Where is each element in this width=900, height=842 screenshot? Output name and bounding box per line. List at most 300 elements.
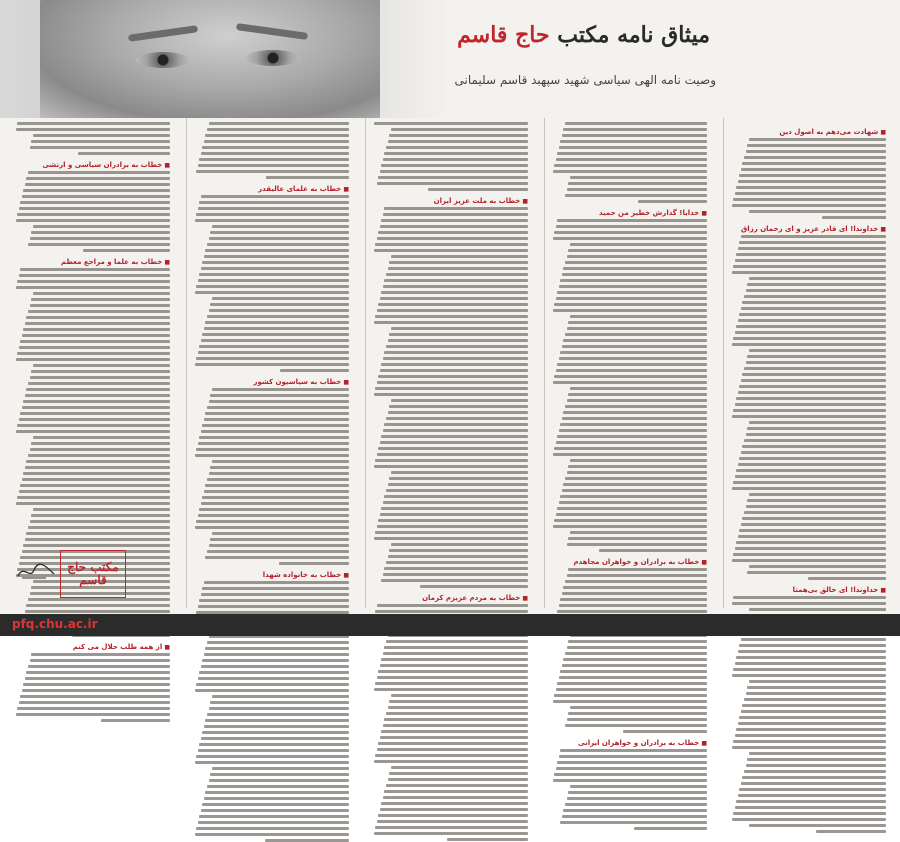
text-line bbox=[210, 466, 349, 469]
text-line bbox=[202, 659, 349, 662]
text-line bbox=[746, 764, 886, 767]
text-line bbox=[207, 315, 349, 318]
text-line bbox=[378, 670, 528, 673]
text-line bbox=[195, 291, 349, 294]
paragraph bbox=[551, 568, 707, 733]
text-line bbox=[736, 728, 886, 731]
text-line bbox=[204, 327, 349, 330]
website-url[interactable]: pfq.chu.ac.ir bbox=[12, 617, 98, 631]
text-line bbox=[599, 549, 707, 552]
text-line bbox=[557, 363, 707, 366]
paragraph bbox=[551, 219, 707, 552]
text-line bbox=[199, 436, 349, 439]
text-line bbox=[570, 387, 707, 390]
text-line bbox=[20, 412, 170, 415]
text-line bbox=[198, 514, 349, 517]
text-line bbox=[384, 351, 528, 354]
text-line bbox=[378, 447, 528, 450]
text-line bbox=[30, 659, 170, 662]
text-line bbox=[554, 231, 707, 234]
text-line bbox=[383, 285, 528, 288]
text-line bbox=[375, 826, 528, 829]
text-line bbox=[559, 604, 707, 607]
text-line bbox=[554, 164, 707, 167]
text-line bbox=[28, 382, 170, 385]
text-line bbox=[196, 520, 349, 523]
column-1 bbox=[723, 118, 892, 608]
text-line bbox=[25, 183, 170, 186]
text-line bbox=[30, 304, 170, 307]
text-line bbox=[16, 286, 170, 289]
section-heading: ■ خطاب به علما و مراجع معظم bbox=[14, 258, 170, 266]
eye-right bbox=[246, 50, 300, 66]
text-line bbox=[749, 680, 886, 683]
text-line bbox=[386, 489, 528, 492]
text-line bbox=[733, 596, 886, 599]
text-line bbox=[207, 713, 349, 716]
text-line bbox=[749, 349, 886, 352]
text-line bbox=[198, 749, 349, 752]
text-line bbox=[732, 674, 886, 677]
text-line bbox=[377, 237, 528, 240]
text-line bbox=[560, 670, 707, 673]
text-line bbox=[565, 803, 707, 806]
text-line bbox=[736, 469, 886, 472]
text-line bbox=[742, 776, 886, 779]
text-line bbox=[280, 369, 349, 372]
text-line bbox=[381, 658, 528, 661]
text-line bbox=[420, 585, 528, 588]
text-line bbox=[26, 177, 170, 180]
text-line bbox=[212, 767, 349, 770]
text-line bbox=[570, 785, 707, 788]
text-line bbox=[199, 671, 349, 674]
section-heading: ■ از همه طلب حلال می کنم bbox=[14, 643, 170, 651]
text-line bbox=[28, 454, 170, 457]
text-line bbox=[733, 812, 886, 815]
text-line bbox=[733, 740, 886, 743]
section-heading: ■ خطاب به ملت عزیز ایران bbox=[372, 197, 528, 205]
text-line bbox=[736, 541, 886, 544]
text-line bbox=[22, 195, 170, 198]
text-line bbox=[563, 411, 707, 414]
text-line bbox=[557, 219, 707, 222]
paragraph bbox=[372, 604, 528, 841]
text-line bbox=[199, 599, 349, 602]
text-line bbox=[381, 363, 528, 366]
section-heading: ■ خطاب به علمای عالیقدر bbox=[193, 185, 349, 193]
text-line bbox=[383, 724, 528, 727]
text-line bbox=[556, 225, 707, 228]
footer-bar bbox=[0, 614, 900, 636]
text-line bbox=[207, 406, 349, 409]
text-line bbox=[78, 152, 170, 155]
text-line bbox=[380, 441, 528, 444]
text-line bbox=[738, 180, 886, 183]
text-line bbox=[568, 182, 707, 185]
text-line bbox=[388, 778, 528, 781]
text-line bbox=[562, 417, 707, 420]
text-line bbox=[391, 471, 528, 474]
text-line bbox=[383, 796, 528, 799]
text-line bbox=[31, 140, 170, 143]
text-line bbox=[563, 586, 707, 589]
text-line bbox=[744, 439, 886, 442]
text-line bbox=[195, 761, 349, 764]
text-line bbox=[747, 499, 886, 502]
text-line bbox=[196, 448, 349, 451]
text-line bbox=[199, 508, 349, 511]
text-line bbox=[554, 694, 707, 697]
text-line bbox=[25, 394, 170, 397]
text-line bbox=[375, 315, 528, 318]
text-line bbox=[196, 755, 349, 758]
text-line bbox=[205, 134, 349, 137]
text-line bbox=[559, 357, 707, 360]
text-line bbox=[554, 519, 707, 522]
text-line bbox=[565, 194, 707, 197]
text-line bbox=[733, 409, 886, 412]
text-line bbox=[384, 567, 528, 570]
text-line bbox=[375, 754, 528, 757]
text-line bbox=[23, 472, 170, 475]
text-line bbox=[375, 459, 528, 462]
section-heading: ■ شهادت می‌دهم به اصول دین bbox=[730, 128, 886, 136]
text-line bbox=[738, 247, 886, 250]
paragraph bbox=[372, 122, 528, 191]
text-line bbox=[553, 170, 707, 173]
text-line bbox=[749, 210, 886, 213]
text-line bbox=[201, 267, 349, 270]
text-line bbox=[201, 430, 349, 433]
text-line bbox=[204, 797, 349, 800]
text-line bbox=[735, 403, 886, 406]
text-line bbox=[736, 325, 886, 328]
text-line bbox=[741, 782, 886, 785]
text-line bbox=[739, 241, 886, 244]
eyebrow-right bbox=[236, 23, 308, 40]
text-line bbox=[30, 520, 170, 523]
text-line bbox=[556, 297, 707, 300]
text-line bbox=[377, 676, 528, 679]
text-line bbox=[381, 802, 528, 805]
text-line bbox=[557, 682, 707, 685]
text-line bbox=[381, 435, 528, 438]
text-line bbox=[568, 712, 707, 715]
text-line bbox=[567, 327, 707, 330]
section-heading: ■ خداوندا! ای قادر عزیز و ای رحمان رزاق bbox=[730, 225, 886, 233]
text-line bbox=[741, 523, 886, 526]
text-line bbox=[568, 537, 707, 540]
text-line bbox=[199, 345, 349, 348]
text-line bbox=[391, 694, 528, 697]
paragraph bbox=[14, 171, 170, 252]
text-line bbox=[735, 192, 886, 195]
text-line bbox=[33, 364, 170, 367]
text-line bbox=[741, 168, 886, 171]
text-line bbox=[26, 532, 170, 535]
text-line bbox=[739, 385, 886, 388]
paragraph bbox=[14, 122, 170, 155]
text-line bbox=[733, 481, 886, 484]
text-line bbox=[198, 821, 349, 824]
text-line bbox=[565, 122, 707, 125]
text-line bbox=[195, 363, 349, 366]
text-line bbox=[378, 303, 528, 306]
text-line bbox=[388, 706, 528, 709]
text-line bbox=[559, 676, 707, 679]
text-line bbox=[202, 587, 349, 590]
text-line bbox=[739, 716, 886, 719]
text-line bbox=[207, 478, 349, 481]
text-line bbox=[742, 704, 886, 707]
text-line bbox=[553, 779, 707, 782]
text-line bbox=[28, 526, 170, 529]
text-line bbox=[204, 140, 349, 143]
text-line bbox=[389, 134, 528, 137]
text-line bbox=[201, 665, 349, 668]
text-line bbox=[553, 381, 707, 384]
text-line bbox=[732, 602, 886, 605]
text-line bbox=[733, 265, 886, 268]
text-line bbox=[25, 677, 170, 680]
text-line bbox=[736, 800, 886, 803]
text-line bbox=[210, 394, 349, 397]
text-line bbox=[19, 490, 170, 493]
section-heading: ■ خطاب به برادران و خواهران مجاهدم bbox=[551, 558, 707, 566]
text-line bbox=[556, 767, 707, 770]
text-line bbox=[554, 303, 707, 306]
portrait-image bbox=[40, 0, 380, 118]
text-line bbox=[553, 700, 707, 703]
text-line bbox=[735, 331, 886, 334]
section-heading: ■ خطاب به برادران سیاسی و ارتشی bbox=[14, 161, 170, 169]
text-line bbox=[386, 640, 528, 643]
text-line bbox=[377, 525, 528, 528]
text-line bbox=[732, 343, 886, 346]
text-line bbox=[553, 237, 707, 240]
text-line bbox=[377, 453, 528, 456]
text-line bbox=[279, 562, 349, 565]
text-line bbox=[735, 806, 886, 809]
section-heading: ■ خطاب به برادران و خواهران ایرانی bbox=[551, 739, 707, 747]
text-line bbox=[202, 261, 349, 264]
text-line bbox=[31, 442, 170, 445]
text-line bbox=[388, 267, 528, 270]
text-line bbox=[554, 773, 707, 776]
text-line bbox=[741, 379, 886, 382]
text-line bbox=[749, 608, 886, 611]
text-line bbox=[83, 249, 170, 252]
text-line bbox=[384, 207, 528, 210]
text-line bbox=[744, 367, 886, 370]
text-line bbox=[199, 158, 349, 161]
text-line bbox=[732, 487, 886, 490]
header-banner bbox=[0, 0, 900, 118]
text-line bbox=[205, 647, 349, 650]
text-line bbox=[377, 748, 528, 751]
text-line bbox=[28, 310, 170, 313]
text-line bbox=[567, 797, 707, 800]
text-line bbox=[195, 689, 349, 692]
text-line bbox=[202, 803, 349, 806]
text-line bbox=[747, 283, 886, 286]
text-line bbox=[381, 730, 528, 733]
text-line bbox=[209, 472, 349, 475]
text-line bbox=[201, 195, 349, 198]
text-line bbox=[202, 496, 349, 499]
text-line bbox=[744, 698, 886, 701]
text-line bbox=[384, 495, 528, 498]
text-line bbox=[391, 327, 528, 330]
text-line bbox=[568, 640, 707, 643]
text-line bbox=[389, 261, 528, 264]
text-line bbox=[28, 665, 170, 668]
text-line bbox=[25, 466, 170, 469]
text-line bbox=[205, 556, 349, 559]
text-line bbox=[17, 707, 170, 710]
text-line bbox=[199, 201, 349, 204]
text-line bbox=[735, 475, 886, 478]
text-line bbox=[738, 535, 886, 538]
text-line bbox=[204, 725, 349, 728]
text-line bbox=[22, 334, 170, 337]
section-heading: ■ خطاب به سیاسیون کشور bbox=[193, 378, 349, 386]
text-line bbox=[739, 174, 886, 177]
text-line bbox=[565, 652, 707, 655]
text-line bbox=[570, 176, 707, 179]
text-line bbox=[556, 513, 707, 516]
text-line bbox=[565, 477, 707, 480]
text-line bbox=[808, 577, 886, 580]
text-line bbox=[383, 652, 528, 655]
text-line bbox=[816, 830, 886, 833]
text-line bbox=[23, 189, 170, 192]
text-line bbox=[560, 598, 707, 601]
text-line bbox=[741, 710, 886, 713]
text-line bbox=[201, 339, 349, 342]
text-line bbox=[375, 243, 528, 246]
text-line bbox=[570, 459, 707, 462]
text-line bbox=[383, 357, 528, 360]
text-line bbox=[732, 204, 886, 207]
text-line bbox=[205, 249, 349, 252]
text-line bbox=[374, 465, 528, 468]
text-line bbox=[732, 415, 886, 418]
text-line bbox=[380, 736, 528, 739]
text-line bbox=[567, 399, 707, 402]
text-line bbox=[205, 321, 349, 324]
text-line bbox=[557, 291, 707, 294]
text-line bbox=[377, 309, 528, 312]
text-line bbox=[568, 791, 707, 794]
text-line bbox=[563, 339, 707, 342]
text-line bbox=[378, 375, 528, 378]
text-line bbox=[19, 346, 170, 349]
text-line bbox=[634, 827, 707, 830]
text-line bbox=[736, 253, 886, 256]
text-line bbox=[16, 430, 170, 433]
text-line bbox=[732, 746, 886, 749]
text-line bbox=[205, 484, 349, 487]
text-line bbox=[33, 225, 170, 228]
text-line bbox=[212, 460, 349, 463]
text-line bbox=[560, 821, 707, 824]
text-line bbox=[31, 370, 170, 373]
text-line bbox=[31, 231, 170, 234]
text-line bbox=[735, 734, 886, 737]
text-line bbox=[31, 298, 170, 301]
text-line bbox=[195, 833, 349, 836]
text-line bbox=[746, 361, 886, 364]
text-line bbox=[198, 207, 349, 210]
text-line bbox=[28, 243, 170, 246]
text-line bbox=[386, 345, 528, 348]
text-line bbox=[557, 152, 707, 155]
text-line bbox=[198, 442, 349, 445]
text-line bbox=[560, 279, 707, 282]
text-line bbox=[205, 719, 349, 722]
text-line bbox=[380, 225, 528, 228]
text-line bbox=[746, 289, 886, 292]
text-line bbox=[212, 388, 349, 391]
column-4 bbox=[186, 118, 355, 608]
text-line bbox=[209, 122, 349, 125]
text-line bbox=[198, 677, 349, 680]
paragraph bbox=[730, 235, 886, 580]
text-line bbox=[744, 295, 886, 298]
text-line bbox=[207, 785, 349, 788]
text-line bbox=[202, 333, 349, 336]
text-line bbox=[563, 483, 707, 486]
text-line bbox=[562, 345, 707, 348]
text-line bbox=[391, 399, 528, 402]
text-line bbox=[19, 274, 170, 277]
text-line bbox=[383, 213, 528, 216]
text-line bbox=[22, 689, 170, 692]
text-line bbox=[746, 150, 886, 153]
text-line bbox=[209, 544, 349, 547]
text-line bbox=[201, 502, 349, 505]
text-line bbox=[559, 501, 707, 504]
text-line bbox=[23, 328, 170, 331]
text-line bbox=[623, 730, 707, 733]
text-line bbox=[210, 303, 349, 306]
text-line bbox=[374, 249, 528, 252]
text-line bbox=[26, 460, 170, 463]
text-line bbox=[26, 316, 170, 319]
text-line bbox=[204, 653, 349, 656]
signature-icon bbox=[16, 560, 56, 582]
text-line bbox=[735, 547, 886, 550]
text-line bbox=[374, 122, 528, 125]
text-line bbox=[749, 565, 886, 568]
text-line bbox=[738, 794, 886, 797]
text-line bbox=[16, 358, 170, 361]
text-line bbox=[16, 502, 170, 505]
text-line bbox=[570, 706, 707, 709]
text-line bbox=[559, 285, 707, 288]
text-line bbox=[210, 701, 349, 704]
text-line bbox=[391, 255, 528, 258]
text-line bbox=[210, 538, 349, 541]
text-line bbox=[742, 301, 886, 304]
text-line bbox=[749, 824, 886, 827]
text-line bbox=[381, 507, 528, 510]
text-line bbox=[198, 164, 349, 167]
text-line bbox=[556, 688, 707, 691]
text-line bbox=[741, 235, 886, 238]
